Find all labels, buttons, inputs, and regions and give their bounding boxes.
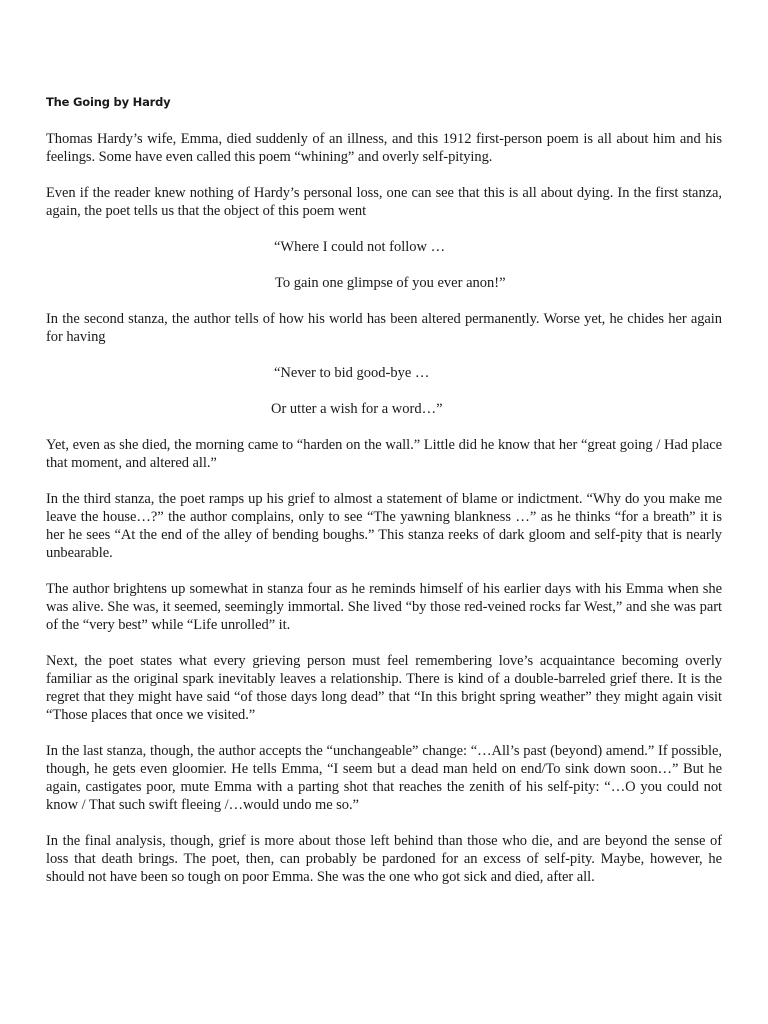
paragraph: In the last stanza, though, the author accepts the “unchangeable” change: “…All’s past (beyond) amend.” If possible, though, he gets even gloomier. He tells Emma, “I seem but a dead man held on end/To sink down soon…” But he again, castigates poor, mute Emma with a parting shot that reaches the zenith of his self-pity: “…O you could not know / That such swift fleeing /…would undo me so.”	[46, 743, 722, 813]
paragraph: In the second stanza, the author tells of how his world has been altered permanently. Worse yet, he chides her again for having	[46, 311, 722, 345]
quote-line: “Never to bid good-bye …	[274, 365, 430, 381]
quote-line: Or utter a wish for a word…”	[271, 401, 443, 417]
paragraph: Even if the reader knew nothing of Hardy’s personal loss, one can see that this is all about dying. In the first stanza, again, the poet tells us that the object of this poem went	[46, 185, 722, 219]
document-title: The Going by Hardy	[46, 95, 171, 109]
quote-line: To gain one glimpse of you ever anon!”	[275, 275, 506, 291]
quote-line: “Where I could not follow …	[274, 239, 446, 255]
paragraph: Thomas Hardy’s wife, Emma, died suddenly of an illness, and this 1912 first-person poem is all about him and his feelings. Some have even called this poem “whining” and overly self-pitying.	[46, 131, 722, 165]
paragraph: The author brightens up somewhat in stanza four as he reminds himself of his earlier days with his Emma when she was alive. She was, it seemed, seemingly immortal. She lived “by those red-veined rocks far West,” and she was part of the “very best” while “Life unrolled” it.	[46, 581, 722, 633]
document-page	[46, 94, 722, 904]
paragraph: Yet, even as she died, the morning came to “harden on the wall.” Little did he know that her “great going / Had place that moment, and altered all.”	[46, 437, 722, 471]
paragraph: Next, the poet states what every grieving person must feel remembering love’s acquaintance becoming overly familiar as the original spark inevitably leaves a relationship. There is kind of a double-barreled grief there. It is the regret that they might have said “of those days long dead” that “In this bright spring weather” they might again visit “Those places that once we visited.”	[46, 653, 722, 723]
paragraph: In the third stanza, the poet ramps up his grief to almost a statement of blame or indictment. “Why do you make me leave the house…?” the author complains, only to see “The yawning blankness …” as he thinks “for a breath” it is her he sees “At the end of the alley of bending boughs.” This stanza reeks of dark gloom and self-pity that is nearly unbearable.	[46, 491, 722, 561]
paragraph: In the final analysis, though, grief is more about those left behind than those who die, and are beyond the sense of loss that death brings. The poet, then, can probably be pardoned for an excess of self-pity. Maybe, however, he should not have been so tough on poor Emma. She was the one who got sick and died, after all.	[46, 833, 722, 885]
